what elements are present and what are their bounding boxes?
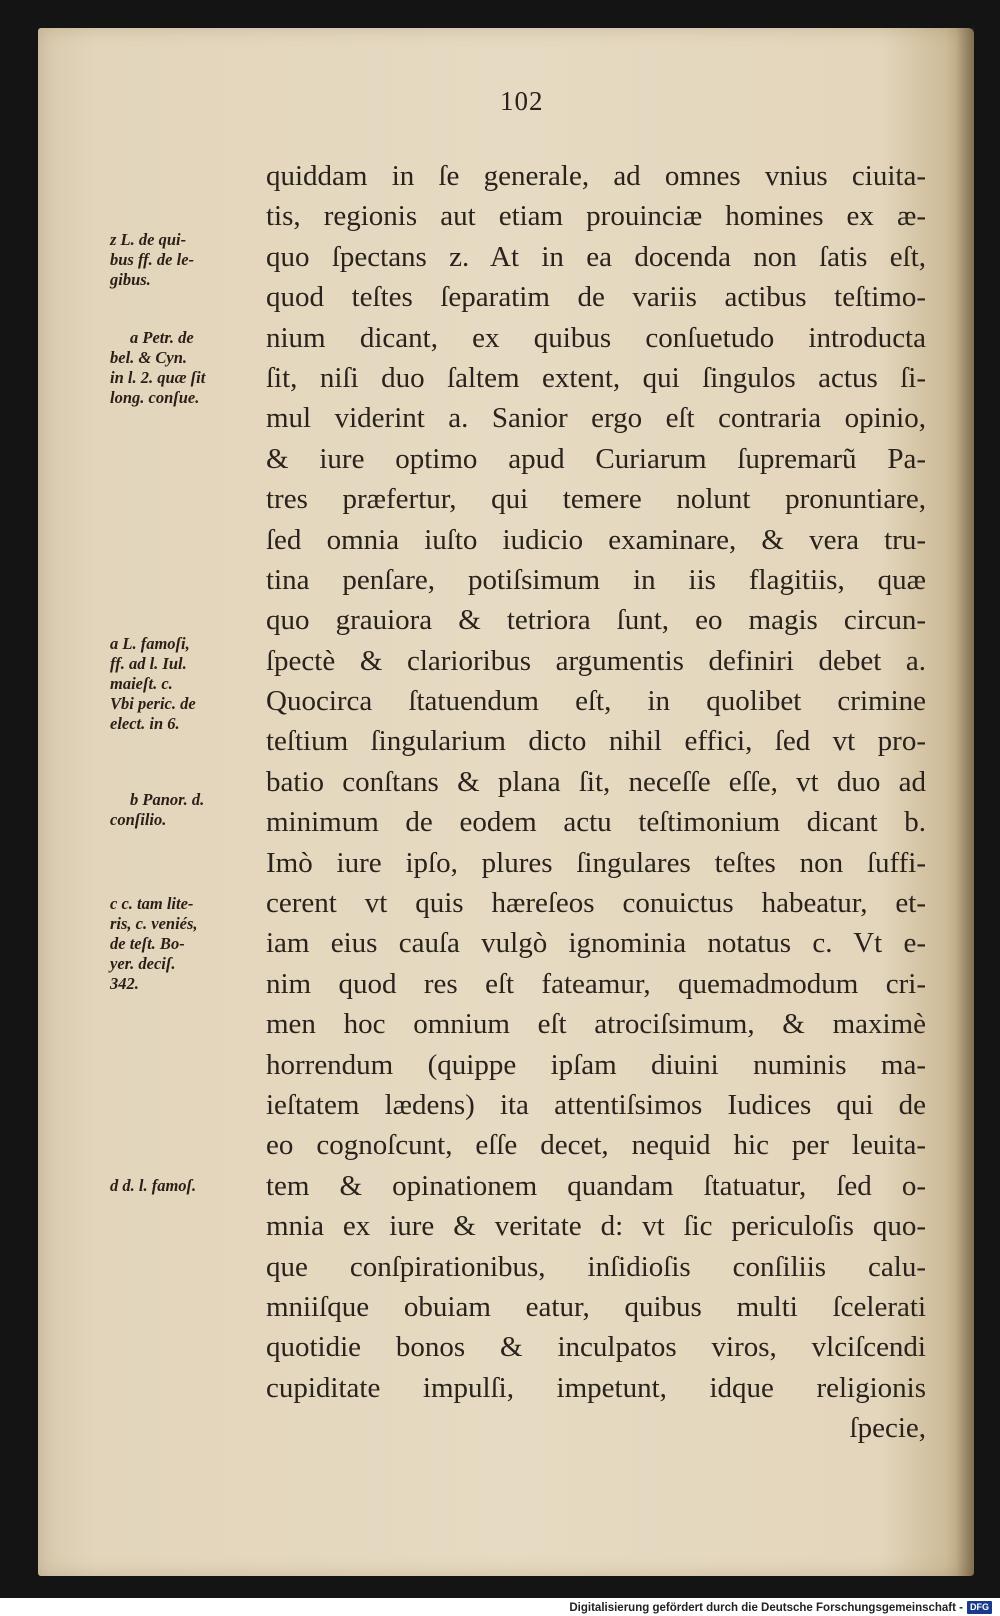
text-line: quotidie bonos & inculpatos viros, vlciſcendi bbox=[266, 1331, 926, 1364]
margin-note-line: c c. tam lite- bbox=[110, 894, 194, 913]
text-line: nium dicant, ex quibus conſuetudo introducta bbox=[266, 321, 926, 354]
margin-note bbox=[110, 328, 205, 408]
margin-note-line: b Panor. d. bbox=[130, 790, 205, 809]
text-line: teſtium ſingularium dicto nihil effici, ſed vt pro- bbox=[266, 725, 926, 758]
margin-note bbox=[110, 230, 194, 290]
margin-note-line: d d. l. famoſ. bbox=[110, 1176, 197, 1195]
text-line: cupiditate impulſi, impetunt, idque religionis bbox=[266, 1371, 926, 1404]
text-line: tina penſare, potiſsimum in iis flagitiis, quæ bbox=[266, 563, 926, 596]
dfg-logo: DFG bbox=[967, 1601, 992, 1614]
margin-note-line: z L. de qui- bbox=[110, 230, 187, 249]
margin-notes bbox=[110, 230, 270, 1230]
text-line: & iure optimo apud Curiarum ſupremarũ Pa- bbox=[266, 442, 926, 475]
margin-note-line: yer. deciſ. bbox=[110, 954, 176, 973]
text-line: Imò iure ipſo, plures ſingulares teſtes non ſuffi- bbox=[266, 846, 926, 879]
text-line: tres præfertur, qui temere nolunt pronuntiare, bbox=[266, 483, 926, 516]
text-line: nim quod res eſt fateamur, quemadmodum cri- bbox=[266, 967, 926, 1000]
text-line: quod teſtes ſeparatim de variis actibus teſtimo- bbox=[266, 281, 926, 314]
text-line: mul viderint a. Sanior ergo eſt contraria opinio, bbox=[266, 402, 926, 435]
text-line: quo grauiora & tetriora ſunt, eo magis circun- bbox=[266, 604, 926, 637]
text-line: tis, regionis aut etiam prouinciæ homines ex æ- bbox=[266, 200, 926, 233]
text-line: minimum de eodem actu teſtimonium dicant b. bbox=[266, 806, 926, 839]
margin-note bbox=[110, 634, 196, 734]
text-line: quo ſpectans z. At in ea docenda non ſatis eſt, bbox=[266, 240, 926, 273]
margin-note-line: 342. bbox=[110, 974, 139, 993]
text-line: batio conſtans & plana ſit, neceſſe eſſe, vt duo ad bbox=[266, 765, 926, 798]
text-line: mniiſque obuiam eatur, quibus multi ſcelerati bbox=[266, 1290, 926, 1323]
margin-note-line: bus ff. de le- bbox=[110, 250, 195, 269]
text-line: ieſtatem lædens) ita attentiſsimos Iudices qui de bbox=[266, 1088, 926, 1121]
text-line: men hoc omnium eſt atrociſsimum, & maximè bbox=[266, 1008, 926, 1041]
text-line: ſed omnia iuſto iudicio examinare, & vera tru- bbox=[266, 523, 926, 556]
text-line: ſit, niſi duo ſaltem extent, qui ſingulos actus ſi- bbox=[266, 361, 926, 394]
text-line: mnia ex iure & veritate d: vt ſic periculoſis quo- bbox=[266, 1210, 926, 1243]
margin-note-line: a L. famoſi, bbox=[110, 634, 190, 653]
margin-note bbox=[110, 1176, 196, 1196]
text-line: tem & opinationem quandam ſtatuatur, ſed o- bbox=[266, 1169, 926, 1202]
margin-note-line: Vbi peric. de bbox=[110, 694, 196, 713]
margin-note-line: elect. in 6. bbox=[110, 714, 180, 733]
text-line: cerent vt quis hæreſeos conuictus habeatur, et- bbox=[266, 887, 926, 920]
margin-note-line: maieſt. c. bbox=[110, 674, 173, 693]
margin-note-line: in l. 2. quæ ſit bbox=[110, 368, 206, 387]
page-edge-shadow bbox=[956, 28, 974, 1576]
body-text bbox=[266, 156, 926, 1449]
page-number: 102 bbox=[500, 86, 544, 116]
margin-note bbox=[110, 790, 204, 830]
margin-note-line: bel. & Cyn. bbox=[110, 348, 187, 367]
text-line: que conſpirationibus, inſidioſis conſiliis calu- bbox=[266, 1250, 926, 1283]
margin-note-line: de teſt. Bo- bbox=[110, 934, 185, 953]
text-line: horrendum (quippe ipſam diuini numinis ma- bbox=[266, 1048, 926, 1081]
text-line: iam eius cauſa vulgò ignominia notatus c. Vt e- bbox=[266, 927, 926, 960]
text-line: ſpectè & clarioribus argumentis definiri debet a. bbox=[266, 644, 926, 677]
margin-note-line: long. conſue. bbox=[110, 388, 200, 407]
funding-notice: Digitalisierung gefördert durch die Deutsche Forschungsgemeinschaft - bbox=[569, 1601, 963, 1614]
text-line: Quocirca ſtatuendum eſt, in quolibet crimine bbox=[266, 685, 926, 718]
margin-note-line: gibus. bbox=[110, 270, 151, 289]
margin-note bbox=[110, 894, 198, 994]
margin-note-line: a Petr. de bbox=[130, 328, 194, 347]
text-line: ſpecie, bbox=[849, 1412, 926, 1445]
text-line: quiddam in ſe generale, ad omnes vnius ciuita- bbox=[266, 160, 926, 192]
margin-note-line: ris, c. veniés, bbox=[110, 914, 198, 933]
margin-note-line: conſilio. bbox=[110, 810, 167, 829]
text-line: eo cognoſcunt, eſſe decet, nequid hic per leuita- bbox=[266, 1129, 926, 1162]
digitization-footer bbox=[569, 1599, 992, 1616]
margin-note-line: ff. ad l. Iul. bbox=[110, 654, 187, 673]
